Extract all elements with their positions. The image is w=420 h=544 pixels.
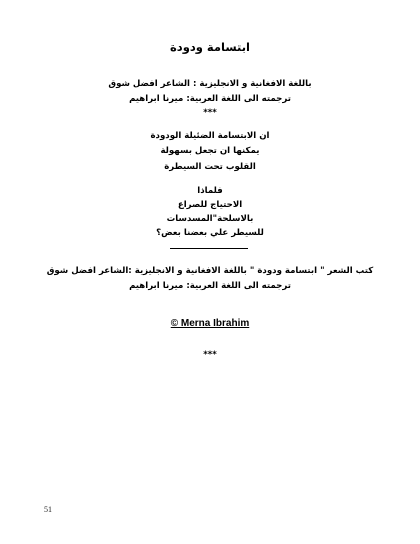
stanza-1-line: القلوب تحت السيطرة <box>164 162 256 172</box>
stanza-2-line: بالاسلحة"المسدسات <box>166 214 254 224</box>
end-separator: *** <box>203 350 217 360</box>
source-line: باللغة الافغانية و الانجليزية : الشاعر افضل شوق <box>108 79 312 89</box>
stanza-2-line: فلماذا <box>197 186 223 196</box>
horizontal-rule <box>170 248 248 249</box>
page-number: 51 <box>44 505 52 514</box>
credit-line: ترجمته الى اللغة العربية: ميرنا ابراهيم <box>129 281 291 291</box>
poem-title: ابتسامة ودودة <box>170 40 250 54</box>
copyright-notice: © Merna Ibrahim <box>170 318 250 329</box>
stanza-1-line: ان الابتسامة الضئيلة الودودة <box>150 131 270 141</box>
translation-line: ترجمته الى اللغة العربية: ميرنا ابراهيم <box>129 94 291 104</box>
separator: *** <box>203 108 217 118</box>
stanza-1-line: يمكنها ان تجعل بسهولة <box>160 146 260 156</box>
credit-line: كتب الشعر " ابتسامة ودودة " باللغة الافغانية و الانجليزية :الشاعر افضل شوق <box>46 266 374 276</box>
stanza-2-line: للسيطر علي بعضنا بعض؟ <box>156 228 264 238</box>
stanza-2-line: الاحتياج للصراع <box>177 200 243 210</box>
